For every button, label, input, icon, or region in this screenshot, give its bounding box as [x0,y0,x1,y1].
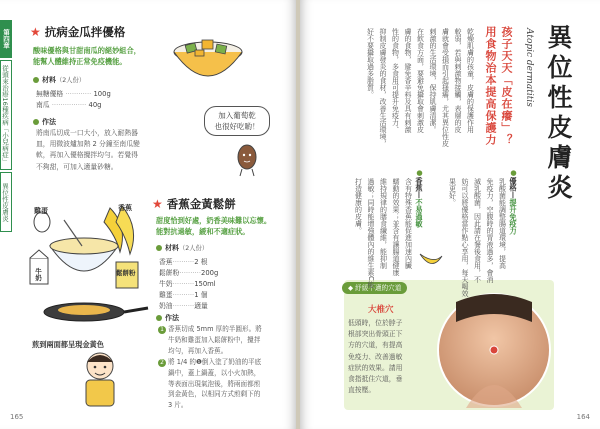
chapter-side-tab [0,20,12,235]
ingredient-name: 香蕉 [159,258,173,266]
recipe2-title [152,196,236,212]
recipe1-method [36,128,176,173]
recipe1-title-text: 抗病金瓜拌優格 [44,25,126,39]
recipe2-ingredients-head [156,243,208,253]
banana-label: ●香蕉—不易過敏 [415,168,424,228]
recipe1-intro [33,45,173,67]
method-line: 軟，再加入優格攪拌均勻。若覺得 [36,151,138,160]
page-number-right: 164 [576,413,590,421]
ingredients-head-text: 材料 [42,76,56,84]
text-column: 滅乳酸菌，因此請在餐後食用，不 [473,178,482,283]
yogurt-tag: 提升免疫力 [509,198,518,235]
ingredient-name: 牛奶 [159,280,173,288]
bullet-icon: ● [415,168,424,177]
label-banana: 香蕉 [118,204,132,212]
text-column: 妨可以將優格當作點心享用，每天喝效 [461,178,469,297]
banana-tag: 不易過敏 [415,198,424,228]
arrow-icon: ◆ [348,284,356,292]
chapter-title: 從頭來治療16種疾病「小兒病症」 [0,60,12,170]
ingredient-row: 奶油··········適量 [159,302,208,310]
left-page [0,0,296,429]
red-heading-line: 用食物治本提高保護力 [484,26,497,146]
text-column: 性的食物，多食用可提升免疫力、 [391,28,400,133]
step-number: 1 [158,326,166,334]
ingredient-amount: 1 個 [194,291,208,299]
text-column: 免疫力，空腹時的胃液過多，會消 [486,178,494,283]
recipe1-intro-line: 能幫人體維持正常免疫機能。 [33,57,127,66]
ingredient-row: 無糖優格 ············ 100g [36,90,111,98]
recipe2-step [158,357,294,411]
method-line: 皿，用微波爐加熱 2 分鐘至南瓜變 [36,140,140,149]
bullet-icon: ● [509,168,518,177]
ingredient-amount: 150ml [194,280,216,288]
ingredient-amount: 100g [93,90,111,98]
method-head-text: 作法 [165,314,179,322]
text-column: 含有特殊香蕉能促進加速內臟 [404,178,413,269]
recipe1-intro-line: 酸味優格與甘甜南瓜的絕妙組合， [33,46,141,55]
pancake-caption: 煎到兩面都呈現金黃色 [32,340,104,349]
acupoint-line: 低頭時，位於脖子 [348,319,403,327]
page-subtitle-en: Atopic dermatitis [524,28,534,107]
ingredients-note: （2人份） [179,245,209,252]
bubble-line: 也很好吃喲！ [214,122,260,131]
text-column: 膚的食物，避免香辛料及具有刺激 [404,28,412,133]
page-title: 異位性皮膚炎 [544,24,573,204]
ingredient-name: 雞蛋 [159,291,173,299]
recipe2-step [158,324,294,356]
text-column: 打造健康的皮膚。 [354,178,363,234]
step-line: 鍋中，蓋上鍋蓋，以小火加熱， [168,368,261,377]
acupoint-line: 症狀的效果。請用 [348,363,403,372]
step-line: 到金黃色，以相同方式煎剩下的 [168,390,261,399]
yogurt-label: ●優格—提升免疫力 [509,168,518,235]
acupoint-line: 方的穴道，有提高 [348,341,403,350]
right-page [300,0,600,429]
chapter-sub: 異位性皮膚炎 [0,172,12,232]
ingredient-amount: 40g [88,101,102,109]
acupoint-text [348,318,438,396]
ingredient-row: 雞蛋··········1 個 [159,291,208,299]
recipe2-intro-line: 能對抗過敏，緩和不適症狀。 [156,227,250,236]
raisin-character-illustration [232,140,262,180]
bullet-icon [156,245,162,251]
ingredient-amount: 2 根 [194,258,208,266]
text-column: 膚就會受損而引起搔癢，尤其異位性皮 [441,28,450,147]
recipe1-ingredients-head [33,75,85,85]
method-head-text: 作法 [42,118,56,126]
step-line: 牛奶和雞蛋加入鬆餅粉中，攪拌 [168,335,261,344]
bullet-icon [33,119,39,125]
acupoint-line: 直按壓。 [348,386,376,395]
ingredient-row: 南瓜 ················ 40g [36,101,102,109]
child-illustration [70,346,130,416]
chapter-label: 第四章 [0,20,12,58]
step-number: 2 [158,359,166,367]
text-column: 乾燥肌膚的孩童，皮膚的保護作用 [466,28,475,133]
acupoint-line: 根部突出骨頭正下 [348,330,403,339]
recipe1-method-head [33,117,56,127]
ingredient-row: 鬆餅粉··········200g [159,269,219,277]
ingredient-amount: 200g [201,269,219,277]
neck-acupoint-photo [436,292,552,408]
ingredient-amount: 適量 [194,302,208,310]
text-column: 刺激的生活環境，保持肌膚清潔。 [429,28,437,133]
text-column: 抑制皮膚發炎的食材，改善生活環境， [379,28,387,147]
recipe1-title [30,24,125,40]
step-line: 香蕉切成 5mm 厚的半圓形。將 [168,325,262,333]
speech-bubble [204,106,270,136]
ingredient-name: 南瓜 [36,101,50,109]
label-egg: 雞蛋 [34,207,48,215]
recipe2-title-text: 香蕉金黃鬆餅 [166,197,236,211]
banana-label-text: 香蕉 [415,177,424,192]
text-column: 過敏；同時能增強體內的維生素C能 [367,178,375,288]
star-icon: ★ [152,197,163,211]
ingredient-name: 奶油 [159,302,173,310]
page-number-left: 165 [10,413,24,421]
pumpkin-bowl-illustration [168,30,248,90]
ingredient-row: 牛奶··········150ml [159,280,216,288]
step-line: 將 1/4 的❶倒入塗了奶油的平底 [168,358,262,366]
red-heading-line: 孩子天天「皮在癢」？ [500,26,513,146]
acupoint-line: 食指抵住穴道，垂 [348,375,403,384]
ingredients-head-text: 材料 [165,244,179,252]
text-column: 維持規律的膳食纖維，能抑制 [379,178,388,269]
text-column: 好不要攝取過多脂質。 [366,28,375,98]
step-line: 等表面出現氣泡後，將兩面都煎 [168,379,261,388]
recipe2-method-head [156,313,179,323]
bullet-icon [156,315,162,321]
yogurt-label-text: 優格 [509,177,518,192]
label-milk: 牛奶 [34,268,42,281]
acupoint-header-text: 紓緩不適的穴道 [355,284,402,292]
bubble-line: 加入葡萄乾 [218,111,256,120]
recipe2-intro-line: 甜度恰到好處，奶香美味難以忘懷。 [156,216,272,225]
text-column: 較弱，若與刺激物接觸，表層的皮 [454,28,462,133]
banana-icon [418,250,444,272]
text-column: 乳酸菌能調整腸道環境，提高 [498,178,507,269]
method-line: 將南瓜切成一口大小，放入耐熱器 [36,129,138,137]
acupoint-name: 大椎穴 [368,305,394,315]
ingredient-row: 香蕉··········2 根 [159,258,208,266]
step-line: 3 片。 [168,401,188,410]
text-column: 果更好。 [448,178,457,206]
text-column: 蠕動的效果；並含有讓腸道健康 [392,178,400,276]
text-column: 在飲食方面，要避免攝取會刺激皮 [416,28,425,133]
acupoint-line: 免疫力、改善過敏 [348,352,403,361]
ingredients-note: （2人份） [56,77,86,84]
step-line: 均勻，再加入香蕉。 [168,346,228,355]
star-icon: ★ [30,25,41,39]
ingredient-name: 無糖優格 [36,90,64,98]
label-flour: 鬆餅粉 [116,269,136,277]
method-line: 不夠甜，可加入適量砂糖。 [36,162,118,171]
ingredient-name: 鬆餅粉 [159,269,180,277]
bullet-icon [33,77,39,83]
recipe2-intro [156,215,294,237]
